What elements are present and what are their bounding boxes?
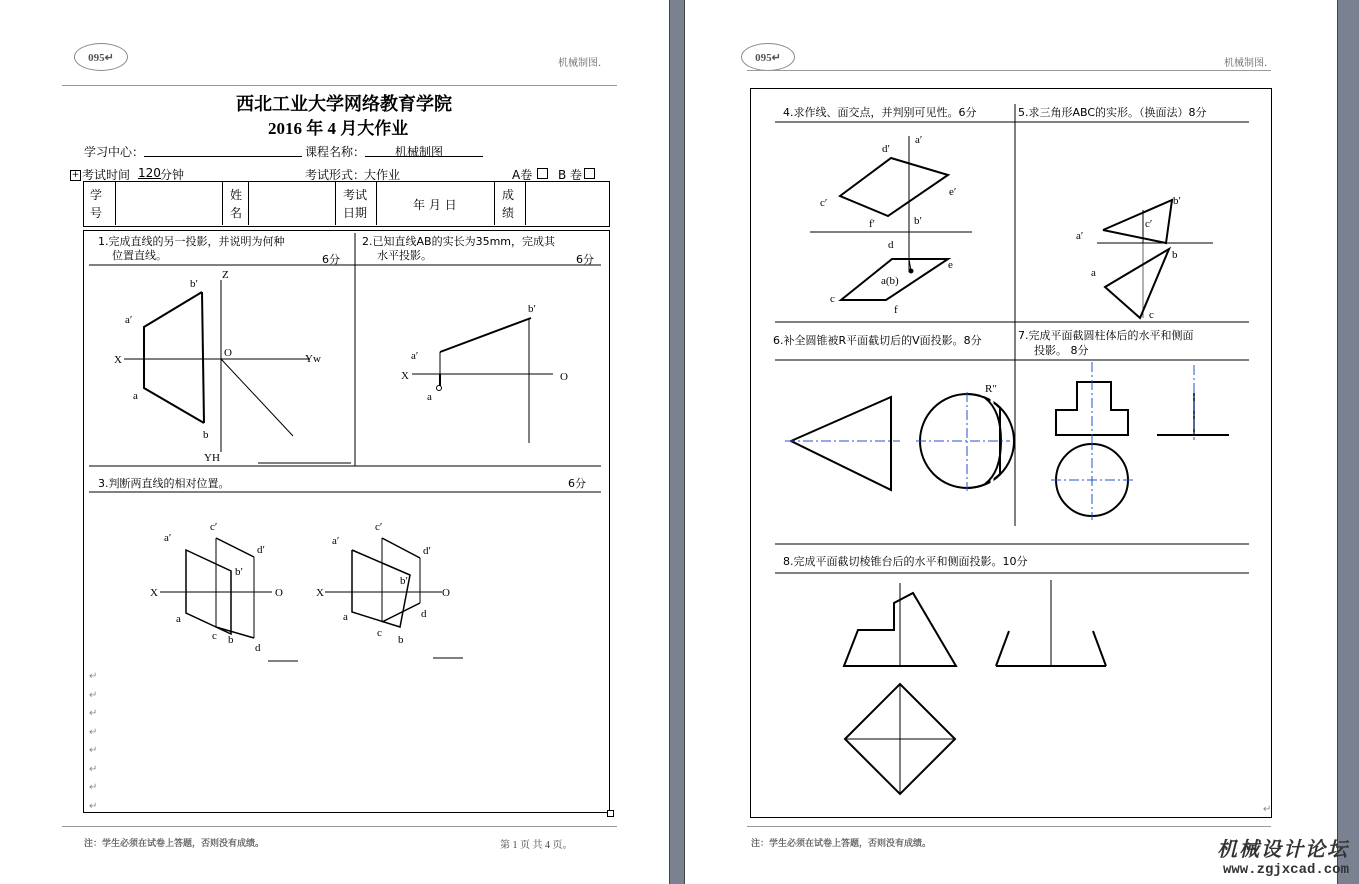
q5-label-a: a [1091,267,1096,279]
page2-drawings [685,0,1337,884]
q1-label-a: a [133,390,138,402]
q5-text: 5.求三角形ABC的实形。（换面法）8分 [1018,106,1207,119]
q4-label-dp: d′ [882,143,890,155]
q4-label-fp: f′ [869,218,876,230]
student-no-label-1: 学 [90,188,103,202]
q2-label-ap: a′ [411,350,419,362]
q4-label-ep: e′ [949,186,957,198]
paragraph-marks: ↵ ↵ ↵ ↵ ↵ ↵ ↵ ↵ [89,671,98,812]
q3r-label-bp: b′ [400,575,408,587]
q5-label-c: c [1149,309,1154,321]
site-watermark [1217,833,1349,878]
q3l-label-x: X [150,587,158,599]
date-label-2: 日期 [343,206,368,220]
q5-label-ap: a′ [1076,230,1084,242]
q4-label-d: d [888,239,894,251]
footer-note: 注：学生必须在试卷上答题，否则没有成绩。 [751,839,932,849]
q2-label-a: a [427,391,432,403]
q1-label-x: X [114,354,122,366]
q1-label-yh: YH [204,452,220,464]
q2-label-bp: b′ [528,303,536,315]
paper-a-label: A卷 [512,168,533,182]
q4-label-e: e [948,259,953,271]
q4-label-cp: c′ [820,197,828,209]
footer-note: 注：学生必须在试卷上答题，否则没有成绩。 [84,839,265,849]
q3r-label-o: O [442,587,450,599]
doc-title: 西北工业大学网络教育学院 [236,94,452,114]
q3r-label-cp: c′ [375,521,383,533]
q3l-label-bp: b′ [235,566,243,578]
name-label-2: 名 [230,206,243,220]
q3r-label-b: b [398,634,404,646]
table-resize-handle[interactable] [607,810,614,817]
course-label: 课程名称： [305,145,366,159]
score-label-2: 绩 [502,206,515,220]
q3r-label-a: a [343,611,348,623]
q7-text-line2: 投影。 8分 [1034,344,1089,357]
exam-form-label: 考试形式： [305,168,366,182]
doc-subtitle: 2016 年 4 月大作业 [268,119,409,138]
date-label-1: 考试 [343,188,368,202]
q4-text: 4.求作线、面交点，并判别可见性。6分 [783,106,977,119]
header-title: 机械制图. [558,58,602,69]
q3l-label-a: a [176,613,181,625]
q4-label-ab: a(b) [881,275,899,287]
q4-label-ap: a′ [915,134,923,146]
q5-label-b: b [1172,249,1178,261]
q4-label-bp: b′ [914,215,922,227]
name-label-1: 姓 [230,188,243,202]
q1-label-ap: a′ [125,314,133,326]
learning-center-label: 学习中心： [84,145,145,159]
q2-text-line1: 2.已知直线AB的实长为35mm，完成其 [362,235,555,248]
watermark-title: 机械设计论坛 [1217,837,1349,861]
q1-label-z: Z [222,269,229,281]
q3l-label-b: b [228,634,234,646]
q4-label-f: f [894,304,898,316]
q3l-label-ap: a′ [164,532,172,544]
exam-time-label: 考试时间 [82,168,131,182]
q3r-label-dp: d′ [423,545,431,557]
q3l-label-c: c [212,630,217,642]
q3r-label-ap: a′ [332,535,340,547]
watermark-url: www.zgjxcad.com [1222,862,1349,878]
q1-label-yw: Yw [305,353,321,365]
q2-score: 6分 [576,253,594,266]
paper-b-label: B 卷 [558,168,583,182]
document-page-1 [0,0,670,884]
q2-label-x: X [401,370,409,382]
q3l-label-cp: c′ [210,521,218,533]
header-number: 095↵ [74,43,128,71]
q1-score: 6分 [322,253,340,266]
score-label-1: 成 [502,188,515,202]
q2-text-line2: 水平投影。 [377,249,432,262]
q7-text-line1: 7.完成平面截圆柱体后的水平和侧面 [1018,329,1194,342]
exam-time-unit: 分钟 [160,168,185,182]
q3l-label-o: O [275,587,283,599]
page1-drawings [0,0,669,884]
q3-text: 3.判断两直线的相对位置。 [98,477,230,490]
q6-label-r: R″ [985,383,997,395]
q3r-label-c: c [377,627,382,639]
q3r-label-x: X [316,587,324,599]
table-move-handle[interactable]: + [71,170,80,180]
course-value: 机械制图 [395,145,444,159]
footer-rule [62,826,617,827]
paragraph-mark: ↵ [1263,804,1272,815]
q1-text-line2: 位置直线。 [112,249,167,262]
header-number: 095↵ [741,43,795,71]
q3l-label-dp: d′ [257,544,265,556]
q2-label-o: O [560,371,568,383]
q5-label-bp: b′ [1173,195,1181,207]
q1-label-bp: b′ [190,278,198,290]
q8-text: 8.完成平面截切棱锥台后的水平和侧面投影。10分 [783,555,1028,568]
date-value: 年 月 日 [413,198,457,212]
q1-label-b: b [203,429,209,441]
q3-score: 6分 [568,477,586,490]
q4-label-c: c [830,293,835,305]
document-page-2 [684,0,1338,884]
q1-label-o: O [224,347,232,359]
page-number: 第 1 页 共 4 页。 [500,840,573,851]
student-no-label-2: 号 [90,206,103,220]
q6-text: 6.补全圆锥被R平面截切后的V面投影。8分 [773,334,982,347]
q5-label-cp: c′ [1145,218,1153,230]
exam-form-value: 大作业 [364,168,401,182]
footer-rule [747,826,1271,827]
q3r-label-d: d [421,608,427,620]
header-title: 机械制图. [1224,58,1268,69]
q1-text-line1: 1.完成直线的另一投影，并说明为何种 [98,235,285,248]
q3l-label-d: d [255,642,261,654]
exam-time-value: 120 [138,166,161,180]
